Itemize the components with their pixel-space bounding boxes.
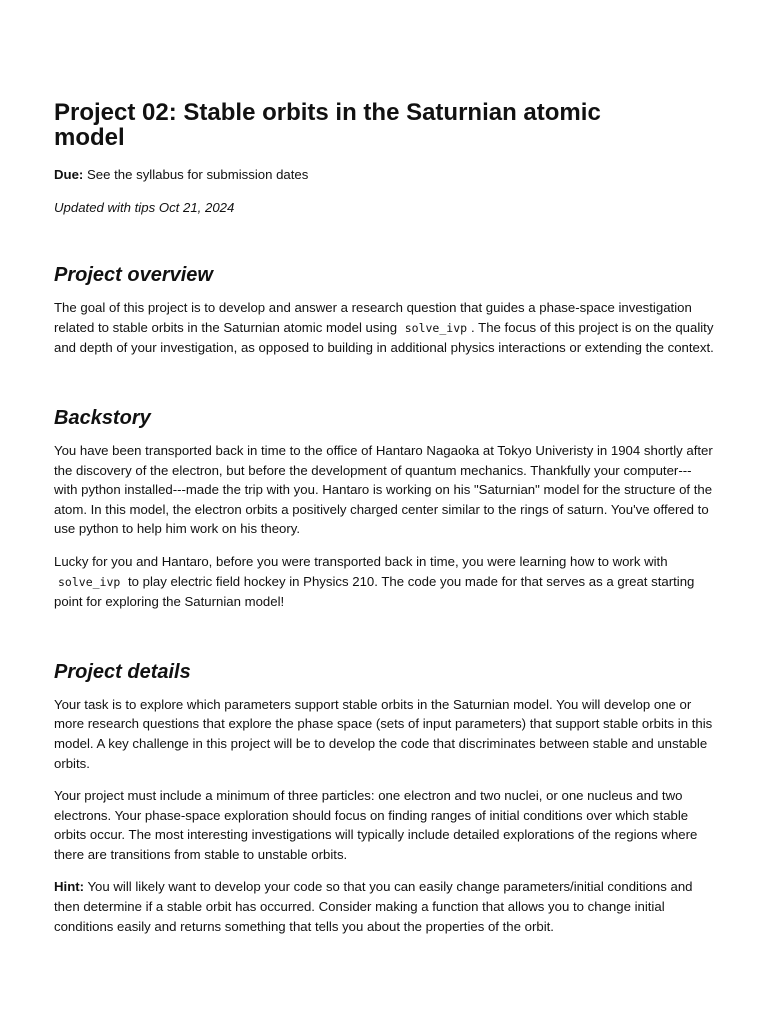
overview-paragraph (54, 298, 714, 358)
section-heading-details: Project details (54, 660, 191, 683)
section-heading-overview: Project overview (54, 264, 213, 287)
backstory-paragraph-2 (54, 552, 714, 612)
due-text: See the syllabus for submission dates (83, 167, 309, 182)
overview-text-after: . The focus of this project is on the quality and depth of your investigation, as opposed to building in additional physics interactions or extending the context. (54, 319, 714, 356)
hint-label: Hint: (54, 879, 85, 895)
hint-text: You will likely want to develop your code so that you can easily change parameters/initial conditions and then determine if a stable orbit has occurred. Consider making a function that allows you to change initial conditions easily and returns something that tells you about the properties of the orbit. (54, 879, 693, 934)
due-label: Due: (54, 167, 84, 182)
inline-code-solve-ivp: solve_ivp (58, 574, 121, 589)
overview-text-before: The goal of this project is to develop and answer a research question that guides a phase-space investigation related to stable orbits in the Saturnian atomic model using (54, 300, 692, 335)
details-paragraph-1: Your task is to explore which parameters support stable orbits in the Saturnian model. You will develop one or more research questions that explore the phase space (sets of input parameters) that support stable orbits in this model. A key challenge in this project will be to develop the code that discriminates between stable and unstable orbits. (54, 696, 713, 771)
due-line (54, 165, 714, 185)
backstory-paragraph-1: You have been transported back in time to the office of Hantaro Nagaoka at Tokyo Univeristy in 1904 shortly after the discovery of the electron, but before the development of quantum mechanics. Thankfully your computer---with python installed---made the trip with you. Hantaro is working on his "Saturnian" model for the structure of the atom. In this model, the electron orbits a positively charged center similar to the rings of saturn. You've offered to use python to help him work on his theory. (54, 442, 713, 537)
backstory-text-before: Lucky for you and Hantaro, before you were transported back in time, you were learning how to work with (54, 553, 668, 569)
hint-paragraph (54, 877, 714, 936)
page-title: Project 02: Stable orbits in the Saturnian atomic model (54, 99, 601, 151)
section-heading-backstory: Backstory (54, 406, 151, 429)
updated-note: Updated with tips Oct 21, 2024 (54, 199, 235, 215)
details-paragraph-2: Your project must include a minimum of three particles: one electron and two nuclei, or one nucleus and two electrons. Your phase-space exploration should focus on finding ranges of initial conditions over which stable orbits occur. The most interesting investigations will typically include detailed explorations of the regions where there are transitions from stable to unstable orbits. (54, 788, 698, 862)
backstory-text-after: to play electric field hockey in Physics 210. The code you made for that serves as a great starting point for exploring the Saturnian model! (54, 573, 695, 610)
inline-code-solve-ivp: solve_ivp (404, 320, 468, 335)
